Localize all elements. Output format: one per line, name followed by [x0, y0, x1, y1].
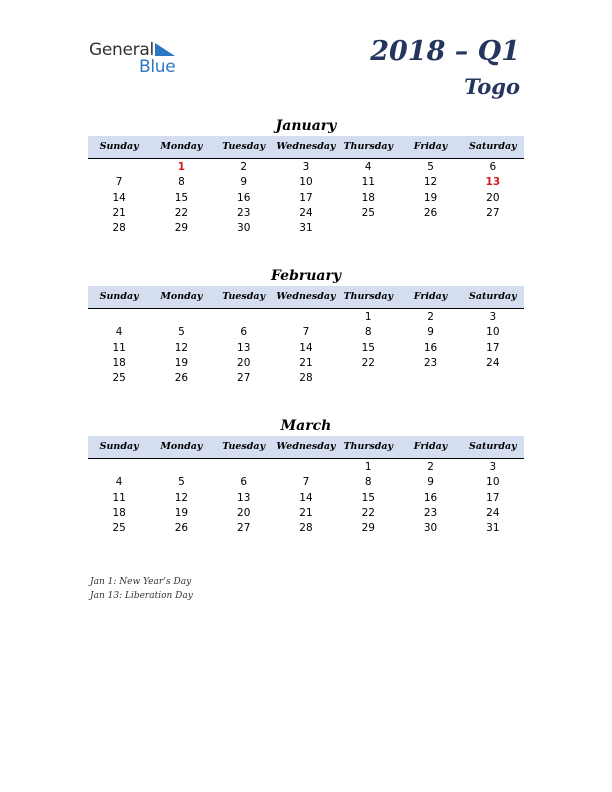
- day-cell: [150, 460, 212, 475]
- day-cell: 27: [486, 206, 500, 219]
- weekday-header: Monday: [160, 141, 203, 152]
- day-cell: 10: [299, 176, 313, 189]
- week-row: [88, 475, 524, 490]
- week-row: [88, 460, 524, 475]
- day-cell: 27: [237, 522, 251, 535]
- weekday-header-row: [88, 136, 524, 159]
- day-cell: 2: [427, 461, 434, 473]
- day-cell: 20: [237, 506, 251, 519]
- day-cell: 11: [361, 176, 375, 189]
- day-cell: 8: [364, 326, 372, 339]
- day-cell: 30: [423, 522, 438, 535]
- day-cell: 9: [240, 176, 248, 189]
- day-cell: [462, 221, 524, 236]
- week-row: [88, 221, 524, 236]
- day-cell: 27: [237, 372, 251, 385]
- day-cell: 2: [427, 311, 434, 323]
- week-row: [88, 325, 524, 340]
- weekday-header: Friday: [413, 141, 448, 152]
- weekday-header: Monday: [160, 291, 203, 302]
- day-cell: 29: [361, 522, 375, 535]
- day-cell: 10: [486, 476, 500, 489]
- weeks-grid: [88, 159, 524, 236]
- day-cell: 3: [489, 461, 497, 473]
- day-cell: 25: [361, 206, 375, 219]
- day-cell: 31: [299, 222, 313, 235]
- weekday-header: Friday: [413, 441, 448, 452]
- day-cell: 10: [486, 326, 500, 339]
- weekday-header: Wednesday: [276, 441, 336, 452]
- weeks-grid: [88, 309, 524, 386]
- weekday-header: Saturday: [469, 441, 517, 452]
- day-cell: 4: [364, 161, 372, 173]
- day-cell: [88, 310, 150, 325]
- month-calendar-march: [88, 416, 524, 536]
- week-row: [88, 341, 524, 356]
- day-cell: 7: [115, 176, 123, 189]
- week-row: [88, 356, 524, 371]
- day-cell: [462, 371, 524, 386]
- weekday-header-row: [88, 286, 524, 309]
- day-cell: 16: [423, 491, 438, 504]
- day-cell: [88, 160, 150, 175]
- day-cell: 8: [178, 176, 185, 189]
- day-cell: 11: [112, 491, 126, 504]
- day-cell: [275, 310, 337, 325]
- weekday-header: Thursday: [343, 291, 394, 302]
- day-cell: 22: [361, 506, 375, 519]
- weekday-header: Saturday: [469, 141, 517, 152]
- day-cell: 1: [364, 311, 372, 323]
- day-cell: 3: [489, 311, 497, 323]
- day-cell: 28: [299, 522, 313, 535]
- day-cell: 2: [240, 161, 248, 173]
- week-row: [88, 491, 524, 506]
- day-cell: 15: [174, 191, 189, 204]
- day-cell: 24: [486, 356, 500, 369]
- weekday-header: Tuesday: [222, 141, 266, 152]
- day-cell: 14: [112, 191, 126, 204]
- weekday-header: Tuesday: [222, 291, 266, 302]
- day-cell: 16: [237, 191, 251, 204]
- day-cell: 9: [427, 476, 434, 489]
- weekday-header: Saturday: [469, 291, 517, 302]
- week-row: [88, 191, 524, 206]
- day-cell: 18: [112, 356, 126, 369]
- weekday-header: Sunday: [99, 441, 139, 452]
- day-cell: 4: [115, 326, 123, 339]
- weekday-header: Sunday: [99, 291, 139, 302]
- weekday-header: Sunday: [99, 141, 139, 152]
- day-cell: 24: [299, 206, 313, 219]
- weekday-header: Monday: [160, 441, 203, 452]
- day-cell: 7: [302, 326, 310, 339]
- holiday-note: Jan 1: New Year’s Day: [90, 577, 192, 587]
- day-cell: 6: [489, 161, 497, 173]
- day-cell: 23: [237, 206, 251, 219]
- month-name: February: [270, 268, 341, 284]
- day-cell: [88, 460, 150, 475]
- week-row: [88, 506, 524, 521]
- day-cell: 13: [237, 491, 251, 504]
- day-cell: 13: [237, 341, 251, 354]
- logo-flag-icon: [155, 43, 175, 56]
- month-name: March: [280, 418, 332, 434]
- weekday-header: Wednesday: [276, 291, 336, 302]
- day-cell: 7: [302, 476, 310, 489]
- logo-general-text: General: [89, 40, 154, 60]
- day-cell: 5: [427, 161, 434, 173]
- day-cell: 15: [361, 491, 375, 504]
- day-cell: [213, 310, 275, 325]
- day-cell: [337, 371, 399, 386]
- day-cell: 8: [364, 476, 372, 489]
- day-cell: 17: [299, 191, 313, 204]
- day-cell: 31: [486, 522, 500, 535]
- day-cell: 6: [240, 326, 248, 339]
- day-cell: [150, 310, 212, 325]
- day-cell: 4: [115, 476, 123, 489]
- week-row: [88, 371, 524, 386]
- day-cell: 5: [178, 326, 185, 339]
- day-cell: 12: [174, 341, 189, 354]
- day-cell: 25: [112, 372, 126, 385]
- day-cell: 5: [178, 476, 185, 489]
- day-cell: [337, 221, 399, 236]
- day-cell: 21: [299, 506, 313, 519]
- day-cell: 24: [486, 506, 500, 519]
- day-cell: 23: [423, 506, 438, 519]
- weekday-header: Thursday: [343, 441, 394, 452]
- day-cell: 17: [486, 341, 500, 354]
- logo-blue-text: Blue: [139, 57, 176, 77]
- day-cell: 19: [174, 506, 189, 519]
- week-row: [88, 206, 524, 221]
- day-cell: 3: [302, 161, 310, 173]
- day-cell: 20: [237, 356, 251, 369]
- day-cell: 26: [174, 522, 189, 535]
- day-cell: 17: [486, 491, 500, 504]
- day-cell: 11: [112, 341, 126, 354]
- day-cell: [213, 460, 275, 475]
- weekday-header: Wednesday: [276, 141, 336, 152]
- weekday-header: Friday: [413, 291, 448, 302]
- day-cell: [399, 371, 461, 386]
- day-cell: 19: [174, 356, 189, 369]
- month-calendar-february: [88, 266, 524, 386]
- week-row: [88, 175, 524, 190]
- general-blue-logo: [89, 40, 189, 76]
- day-cell: 22: [174, 206, 189, 219]
- page-title-period: 2018 – Q1: [370, 36, 520, 67]
- day-cell: 26: [174, 372, 189, 385]
- weeks-grid: [88, 459, 524, 536]
- weekday-header-row: [88, 436, 524, 459]
- month-calendar-january: [88, 116, 524, 236]
- day-cell: 19: [423, 191, 438, 204]
- day-cell: 23: [423, 356, 438, 369]
- day-cell: 20: [486, 191, 500, 204]
- day-cell: [399, 221, 461, 236]
- day-cell: 28: [299, 372, 313, 385]
- weekday-header: Tuesday: [222, 441, 266, 452]
- holiday-day-cell: 1: [177, 161, 186, 173]
- day-cell: 21: [299, 356, 313, 369]
- day-cell: 9: [427, 326, 434, 339]
- day-cell: 12: [174, 491, 189, 504]
- day-cell: 16: [423, 341, 438, 354]
- day-cell: 1: [364, 461, 372, 473]
- day-cell: 25: [112, 522, 126, 535]
- day-cell: 15: [361, 341, 375, 354]
- weekday-header: Thursday: [343, 141, 394, 152]
- day-cell: 26: [423, 206, 438, 219]
- day-cell: 28: [112, 222, 126, 235]
- day-cell: 21: [112, 206, 126, 219]
- holiday-note: Jan 13: Liberation Day: [90, 590, 193, 601]
- holiday-day-cell: 13: [485, 176, 501, 189]
- day-cell: [275, 460, 337, 475]
- day-cell: 30: [237, 222, 251, 235]
- day-cell: 14: [299, 341, 313, 354]
- day-cell: 6: [240, 476, 248, 489]
- day-cell: 18: [361, 191, 375, 204]
- week-row: [88, 310, 524, 325]
- day-cell: 14: [299, 491, 313, 504]
- month-name: January: [275, 118, 337, 134]
- day-cell: 12: [423, 176, 438, 189]
- day-cell: 29: [174, 222, 189, 235]
- day-cell: 22: [361, 356, 375, 369]
- page-title-country: Togo: [464, 74, 520, 99]
- holiday-notes: [90, 576, 193, 603]
- week-row: [88, 160, 524, 175]
- week-row: [88, 521, 524, 536]
- day-cell: 18: [112, 506, 126, 519]
